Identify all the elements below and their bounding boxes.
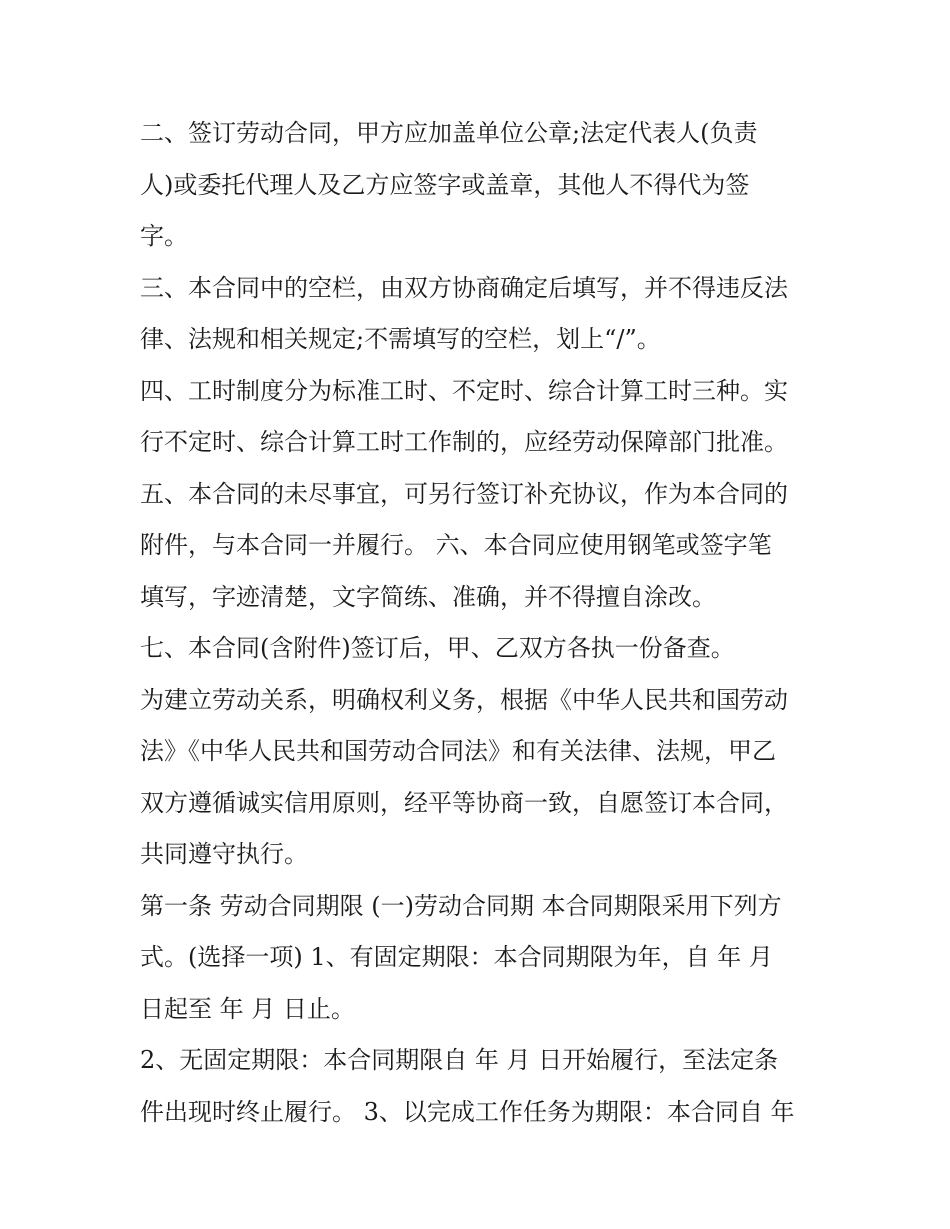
text-line: 为建立劳动关系，明确权利义务，根据《中华人民共和国劳动: [140, 685, 788, 714]
text-line: 填写，字迹清楚，文字简练、准确，并不得擅自涂改。: [140, 582, 716, 611]
text-line: 件出现时终止履行。 3、以完成工作任务为期限：本合同自 年: [140, 1097, 795, 1126]
text-line: 五、本合同的未尽事宜，可另行签订补充协议，作为本合同的: [140, 479, 788, 508]
text-line: 第一条 劳动合同期限 (一)劳动合同期 本合同期限采用下列方: [140, 891, 782, 920]
contract-text-body: [140, 108, 820, 1138]
text-line: 人)或委托代理人及乙方应签字或盖章，其他人不得代为签: [140, 170, 750, 199]
text-line: 三、本合同中的空栏，由双方协商确定后填写，并不得违反法: [140, 273, 788, 302]
text-line: 共同遵守执行。: [140, 840, 308, 868]
text-line: 式。(选择一项) 1、有固定期限：本合同期限为年，自 年 月: [140, 943, 773, 971]
text-line: 双方遵循诚实信用原则，经平等协商一致，自愿签订本合同，: [140, 788, 788, 817]
text-line: 日起至 年 月 日止。: [140, 994, 355, 1023]
text-line: 律、法规和相关规定;不需填写的空栏，划上“/”。: [140, 325, 661, 353]
text-line: 2、无固定期限：本合同期限自 年 月 日开始履行，至法定条: [140, 1046, 779, 1074]
text-line: 字。: [140, 222, 188, 250]
text-line: 四、工时制度分为标准工时、不定时、综合计算工时三种。实: [140, 376, 788, 405]
text-line: 二、签订劳动合同，甲方应加盖单位公章;法定代表人(负责: [140, 119, 758, 147]
text-line: 附件，与本合同一并履行。 六、本合同应使用钢笔或签字笔: [140, 531, 772, 559]
text-line: 七、本合同(含附件)签订后，甲、乙双方各执一份备查。: [140, 634, 735, 662]
text-line: 法》《中华人民共和国劳动合同法》和有关法律、法规，甲乙: [140, 737, 776, 765]
text-line: 行不定时、综合计算工时工作制的，应经劳动保障部门批准。: [140, 428, 788, 456]
